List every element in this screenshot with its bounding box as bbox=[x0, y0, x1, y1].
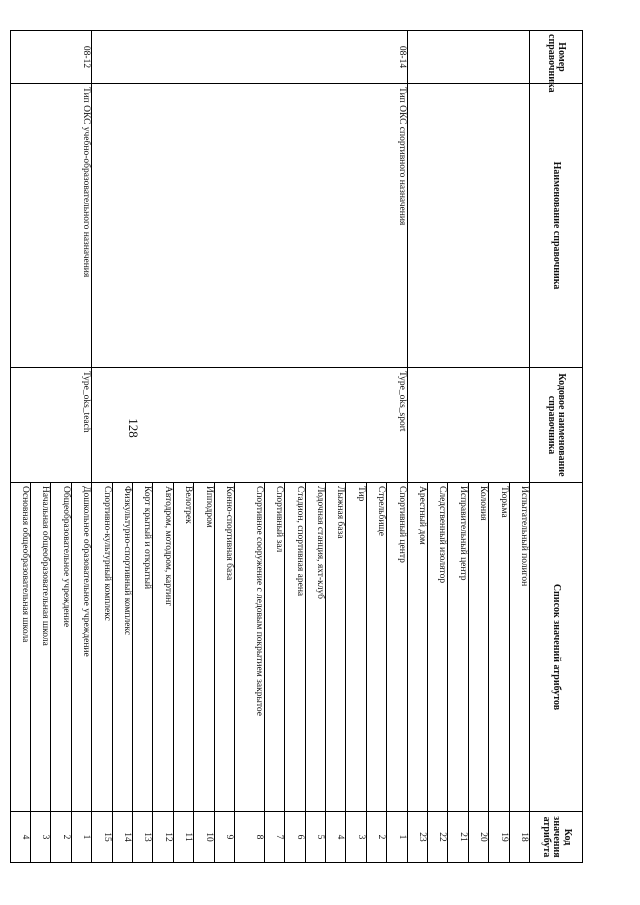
cell-number: 08-12 bbox=[10, 31, 92, 84]
cell-value: Велотрек bbox=[173, 483, 193, 812]
cell-value: Арестный дом bbox=[407, 483, 427, 812]
cell-value-code: 22 bbox=[428, 812, 448, 863]
cell-value-code: 2 bbox=[51, 812, 71, 863]
cell-value: Ипподром bbox=[194, 483, 214, 812]
cell-value-code: 4 bbox=[10, 812, 30, 863]
cell-value-code: 19 bbox=[489, 812, 509, 863]
cell-value-code: 8 bbox=[234, 812, 264, 863]
cell-value-code: 20 bbox=[468, 812, 488, 863]
cell-value: Следственный изолятор bbox=[428, 483, 448, 812]
cell-value-code: 1 bbox=[387, 812, 407, 863]
cell-value: Стадион, спортивная арена bbox=[285, 483, 305, 812]
cell-value-code: 3 bbox=[31, 812, 51, 863]
table-row bbox=[71, 31, 91, 863]
cell-name bbox=[407, 84, 529, 368]
cell-value: Стрельбище bbox=[366, 483, 386, 812]
cell-value: Спортивный зал bbox=[264, 483, 284, 812]
header-value-code: Код значения атрибута bbox=[530, 812, 583, 863]
cell-value-code: 12 bbox=[153, 812, 173, 863]
cell-value: Колония bbox=[468, 483, 488, 812]
cell-value-code: 2 bbox=[366, 812, 386, 863]
cell-value: Основная общеобразовательная школа bbox=[10, 483, 30, 812]
header-number: Номер справочника bbox=[530, 31, 583, 84]
cell-value: Спортивно-культурный комплекс bbox=[92, 483, 112, 812]
cell-value-code: 7 bbox=[264, 812, 284, 863]
cell-value-code: 15 bbox=[92, 812, 112, 863]
cell-name: Тип ОКС спортивного назначения bbox=[92, 84, 407, 368]
reference-table bbox=[10, 30, 583, 863]
header-code-name: Кодовое наименование справочника bbox=[530, 368, 583, 483]
cell-value-code: 10 bbox=[194, 812, 214, 863]
cell-value-code: 5 bbox=[305, 812, 325, 863]
header-name: Наименование справочника bbox=[530, 84, 583, 368]
cell-code-name: Type_oks_sport bbox=[92, 368, 407, 483]
cell-value: Физкультурно-спортивный комплекс bbox=[112, 483, 132, 812]
cell-value-code: 3 bbox=[346, 812, 366, 863]
cell-value: Испытательный полигон bbox=[509, 483, 529, 812]
cell-value-code: 4 bbox=[326, 812, 346, 863]
table-row bbox=[387, 31, 407, 863]
page-number: 128 bbox=[126, 418, 141, 438]
header-values-list: Список значений атрибутов bbox=[530, 483, 583, 812]
cell-value: Автодром, мотодром, картинг bbox=[153, 483, 173, 812]
cell-value: Общеобразовательное учреждение bbox=[51, 483, 71, 812]
rotated-table-box bbox=[20, 30, 583, 858]
cell-value: Начальная общеобразовательная школа bbox=[31, 483, 51, 812]
cell-value-code: 9 bbox=[214, 812, 234, 863]
cell-value: Дошкольное образовательное учреждение bbox=[71, 483, 91, 812]
cell-value: Корт крытый и открытый bbox=[132, 483, 152, 812]
cell-value: Тир bbox=[346, 483, 366, 812]
rotated-table-wrapper bbox=[20, 30, 583, 858]
cell-value: Тюрьма bbox=[489, 483, 509, 812]
cell-value-code: 23 bbox=[407, 812, 427, 863]
cell-value-code: 6 bbox=[285, 812, 305, 863]
cell-value: Исправительный центр bbox=[448, 483, 468, 812]
cell-value-code: 14 bbox=[112, 812, 132, 863]
table-row bbox=[509, 31, 529, 863]
cell-code-name bbox=[407, 368, 529, 483]
cell-value-code: 1 bbox=[71, 812, 91, 863]
cell-value-code: 13 bbox=[132, 812, 152, 863]
cell-name: Тип ОКС учебно-образовательного назначения bbox=[10, 84, 92, 368]
cell-value-code: 11 bbox=[173, 812, 193, 863]
cell-value: Спортивный центр bbox=[387, 483, 407, 812]
cell-number: 08-14 bbox=[92, 31, 407, 84]
cell-value: Спортивное сооружение с ледовым покрытием закрытое bbox=[234, 483, 264, 812]
cell-value: Конно-спортивная база bbox=[214, 483, 234, 812]
cell-value-code: 18 bbox=[509, 812, 529, 863]
cell-code-name: Type_oks_teach bbox=[10, 368, 92, 483]
cell-number bbox=[407, 31, 529, 84]
cell-value: Лыжная база bbox=[326, 483, 346, 812]
table-header-row bbox=[530, 31, 583, 863]
cell-value: Лодочная станция, яхт-клуб bbox=[305, 483, 325, 812]
cell-value-code: 21 bbox=[448, 812, 468, 863]
